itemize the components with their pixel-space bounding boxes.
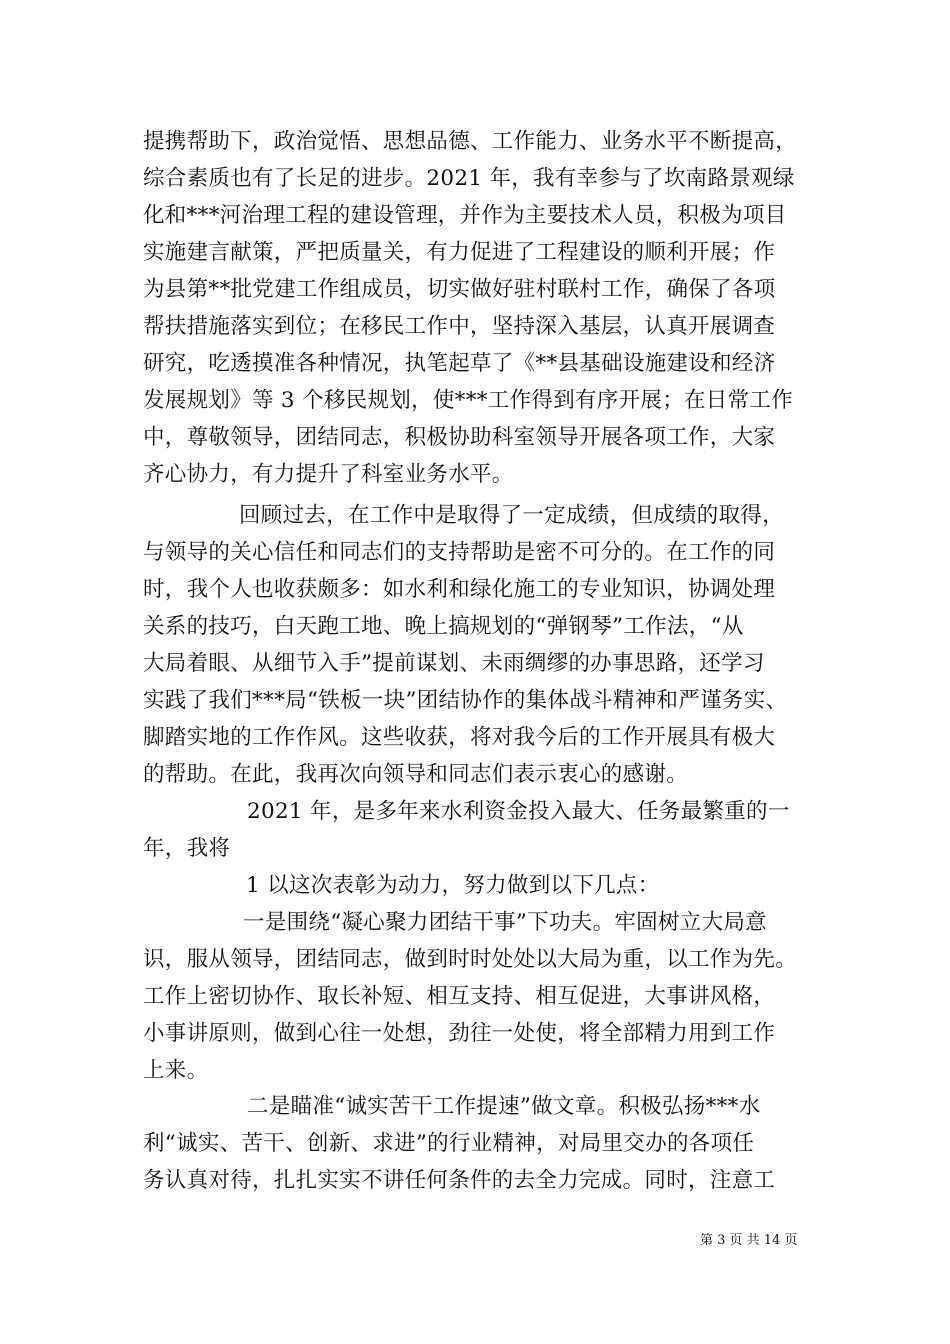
text-line: 一是围绕“凝心聚力团结干事”下功夫。牢固树立大局意 xyxy=(243,910,767,935)
text-line: 为县第**批党建工作组成员，切实做好驻村联村工作，确保了各项 xyxy=(143,277,776,302)
text-line: 年，我将 xyxy=(143,836,231,861)
text-line: 上来。 xyxy=(143,1058,209,1083)
text-line: 实施建言献策，严把质量关，有力促进了工程建设的顺利开展；作 xyxy=(143,240,776,265)
text-line: 2021 年，是多年来水利资金投入最大、任务最繁重的一 xyxy=(247,799,790,824)
text-line: 识，服从领导，团结同志，做到时时处处以大局为重，以工作为先。 xyxy=(143,947,798,972)
text-line: 小事讲原则，做到心往一处想，劲往一处使，将全部精力用到工作 xyxy=(143,1021,776,1046)
text-line: 大局着眼、从细节入手”提前谋划、未雨绸缪的办事思路，还学习 xyxy=(143,651,765,676)
text-line: 利“诚实、苦干、创新、求进”的行业精神，对局里交办的各项任 xyxy=(143,1131,755,1156)
text-line: 实践了我们***局“铁板一块”团结协作的集体战斗精神和严谨务实、 xyxy=(143,688,788,713)
text-line: 二是瞄准“诚实苦干工作提速”做文章。积极弘扬***水 xyxy=(247,1094,761,1119)
text-line: 与领导的关心信任和同志们的支持帮助是密不可分的。在工作的同 xyxy=(143,540,776,565)
text-line: 关系的技巧，白天跑工地、晚上搞规划的“弹钢琴”工作法，“从 xyxy=(143,614,744,639)
text-line: 研究，吃透摸准各种情况，执笔起草了《**县基础设施建设和经济 xyxy=(143,351,776,376)
text-line: 化和***河治理工程的建设管理，并作为主要技术人员，积极为项目 xyxy=(143,203,787,228)
text-line: 脚踏实地的工作作风。这些收获，将对我今后的工作开展具有极大 xyxy=(143,725,776,750)
text-line: 时，我个人也收获颇多：如水利和绿化施工的专业知识，协调处理 xyxy=(143,577,776,602)
text-line: 的帮助。在此，我再次向领导和同志们表示衷心的感谢。 xyxy=(143,762,689,787)
text-line: 发展规划》等 3 个移民规划，使***工作得到有序开展；在日常工作 xyxy=(143,388,793,413)
text-line: 提携帮助下，政治觉悟、思想品德、工作能力、业务水平不断提高， xyxy=(143,129,798,154)
text-line: 帮扶措施落实到位；在移民工作中，坚持深入基层，认真开展调查 xyxy=(143,314,776,339)
text-line: 回顾过去，在工作中是取得了一定成绩，但成绩的取得， xyxy=(239,503,785,528)
text-line: 中，尊敬领导，团结同志，积极协助科室领导开展各项工作，大家 xyxy=(143,425,776,450)
text-line: 1 以这次表彰为动力，努力做到以下几点： xyxy=(246,873,660,898)
text-line: 综合素质也有了长足的进步。2021 年，我有幸参与了坎南路景观绿 xyxy=(143,166,795,191)
text-line: 务认真对待，扎扎实实不讲任何条件的去全力完成。同时，注意工 xyxy=(143,1168,776,1193)
text-line: 工作上密切协作、取长补短、相互支持、相互促进，大事讲风格， xyxy=(143,984,776,1009)
page-number-footer: 第 3 页 共 14 页 xyxy=(700,1233,798,1248)
text-line: 齐心协力，有力提升了科室业务水平。 xyxy=(143,462,514,487)
